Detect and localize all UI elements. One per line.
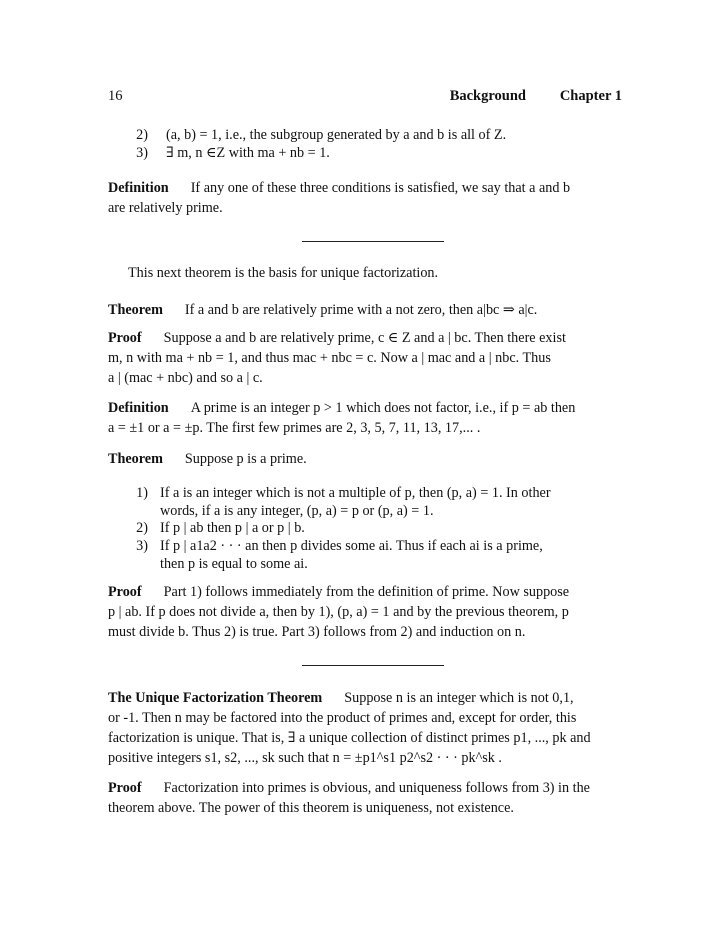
- paragraph-line: If any one of these three conditions is satisfied, we say that a and b: [190, 180, 571, 196]
- paragraph-line: factorization is unique. That is, ∃ a unique collection of distinct primes p1, ..., pk and: [108, 730, 591, 746]
- section-divider: [302, 241, 444, 242]
- item-number: 3): [136, 145, 148, 161]
- item-text: then p is equal to some ai.: [160, 556, 308, 572]
- theorem-label: Theorem: [108, 302, 163, 318]
- item-number: 3): [136, 538, 148, 554]
- section-title: Background: [449, 88, 526, 104]
- paragraph-line: a = ±1 or a = ±p. The first few primes are 2, 3, 5, 7, 11, 13, 17,... .: [108, 420, 481, 436]
- paragraph-line: Factorization into primes is obvious, and uniqueness follows from 3) in the: [163, 780, 590, 796]
- proof-label: Proof: [108, 584, 142, 600]
- paragraph-line: m, n with ma + nb = 1, and thus mac + nbc = c. Now a | mac and a | nbc. Thus: [108, 350, 551, 366]
- theorem-prime: [108, 449, 622, 469]
- paragraph-line: Suppose n is an integer which is not 0,1,: [344, 690, 574, 706]
- theorem-text: Suppose p is a prime.: [184, 451, 307, 467]
- item-text: If p | ab then p | a or p | b.: [160, 520, 305, 536]
- unique-factorization-theorem: [108, 688, 622, 768]
- item-text: ∃ m, n ∈Z with ma + nb = 1.: [166, 145, 330, 161]
- page-number: 16: [108, 88, 123, 104]
- definition-label: Definition: [108, 180, 169, 196]
- definition-prime: [108, 398, 622, 438]
- paragraph-line: theorem above. The power of this theorem is uniqueness, not existence.: [108, 800, 514, 816]
- item-number: 1): [136, 485, 148, 501]
- running-header: [108, 86, 622, 106]
- item-text: words, if a is any integer, (p, a) = p or (p, a) = 1.: [160, 503, 434, 519]
- proof-block: [108, 778, 622, 818]
- proof-label: Proof: [108, 780, 142, 796]
- item-text: If p | a1a2 · · · an then p divides some ai. Thus if each ai is a prime,: [160, 538, 543, 554]
- proof-block: [108, 582, 622, 642]
- paragraph-line: positive integers s1, s2, ..., sk such that n = ±p1^s1 p2^s2 · · · pk^sk .: [108, 750, 502, 766]
- theorem-label: Theorem: [108, 451, 163, 467]
- paragraph-line: Suppose a and b are relatively prime, c ∈ Z and a | bc. Then there exist: [163, 330, 566, 346]
- paragraph-line: are relatively prime.: [108, 200, 223, 216]
- definition-label: Definition: [108, 400, 169, 416]
- theorem-text: If a and b are relatively prime with a not zero, then a|bc ⇒ a|c.: [184, 302, 538, 318]
- theorem-label: The Unique Factorization Theorem: [108, 690, 323, 706]
- paragraph-line: must divide b. Thus 2) is true. Part 3) follows from 2) and induction on n.: [108, 624, 526, 640]
- item-text: If a is an integer which is not a multiple of p, then (p, a) = 1. In other: [160, 485, 551, 501]
- definition-relatively-prime: [108, 178, 622, 218]
- paragraph-line: a | (mac + nbc) and so a | c.: [108, 370, 263, 386]
- section-divider: [302, 665, 444, 666]
- intro-text: This next theorem is the basis for unique factorization.: [128, 265, 439, 281]
- chapter-title: Chapter 1: [559, 88, 622, 104]
- paragraph-line: or -1. Then n may be factored into the product of primes and, except for order, this: [108, 710, 577, 726]
- proof-block: [108, 328, 622, 388]
- item-text: (a, b) = 1, i.e., the subgroup generated by a and b is all of Z.: [166, 127, 507, 143]
- paragraph-line: p | ab. If p does not divide a, then by 1), (p, a) = 1 and by the previous theorem, p: [108, 604, 569, 620]
- theorem-relatively-prime: [108, 300, 622, 320]
- item-number: 2): [136, 520, 148, 536]
- paragraph-line: Part 1) follows immediately from the definition of prime. Now suppose: [163, 584, 570, 600]
- item-number: 2): [136, 127, 148, 143]
- paragraph-line: A prime is an integer p > 1 which does not factor, i.e., if p = ab then: [190, 400, 576, 416]
- proof-label: Proof: [108, 330, 142, 346]
